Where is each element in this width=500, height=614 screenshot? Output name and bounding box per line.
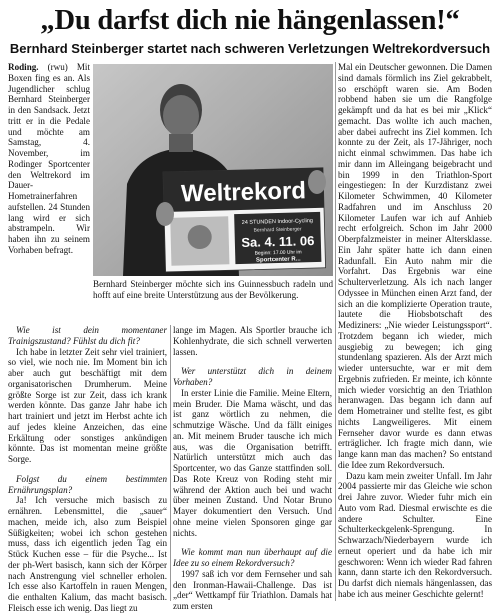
poster-line2: Bernhard Steinberger bbox=[253, 226, 302, 234]
poster-venue: Sportcenter R... bbox=[255, 256, 301, 264]
dateline: Roding. bbox=[8, 62, 39, 72]
article-column-2 bbox=[173, 325, 332, 612]
answer: Ich habe in letzter Zeit sehr viel trainiert, so viel, wie noch nie. Im Moment bin ich aber auch gut beschäftigt mit dem organisatorischen Drumherum. Meine größte Sorge ist zur Zeit, dass ich krank werden könnte. Das ganze Jahr habe ich hart trainiert und jetzt im Herbst achte ich auf jedes kleine Anzeichen, das eine Erkältung oder sonstiges ankündigen könnte. Das ist momentan meine größte Sorge. bbox=[8, 346, 167, 464]
answer-continued: Mal ein Deutscher gewonnen. Die Damen sind damals förmlich ins Ziel gekrabbelt, so erschöpft waren sie. Am Boden robbend haben sie um die Rangfolge gekämpft und da hat es bei mir „Klick“ gemacht. Das wollte ich auch machen, aber dabei aufrecht ins Ziel kommen. Ich konnte zu der Zeit, als 17-Jähriger, noch nicht einmal schwimmen. Das habe ich mir dann im Alleingang beigebracht und bin 1999 in den Triathlon-Sport eingestiegen: In der Kurzdistanz zwei Kilometer Schwimmen, 40 Kilometer Radfahren und im Anschluss 20 Kilometer Laufen war ich auf Anhieb recht erfolgreich. Schon im Jahr 2000 Oberpfalzmeister in meiner Altersklasse. Ein Jahr später hatte ich dann einen Radunfall. Ein Auto nahm mir die Vorfahrt. Das Ergebnis war eine Schulterverletzung. Als ich nach langer Odyssee in München einen Arzt fand, der sich an die komplizierte Operation traute, lautete die Hiobsbotschaft des Mediziners: „Nie wieder Leistungssport“. Trotzdem begann ich wieder, mich ausgiebig zu bewegen; ich ging stundenlang spazieren. Als der Arzt mich wieder untersuchte, war er mit dem Ergebnis zufrieden. Er meinte, ich könnte mich wieder vorsichtig an den Triathlon heranwagen. Das begann ich dann auf dem Hometrainer und stellte fest, es gibt nichts Langweiligeres. Mit einem Fernseher davor wurde es dann etwas erträglicher. Ich fragte mich dann, wie lange kann man das machen? So entstand die Idee zum Rekordversuch. bbox=[338, 62, 492, 470]
intro-paragraph bbox=[8, 62, 90, 256]
question: Wie ist dein momentaner Trainigszustand? Fühlst du dich fit? bbox=[8, 325, 167, 346]
headline: „Du darfst dich nie hängenlassen!“ bbox=[40, 5, 460, 36]
answer: 1997 saß ich vor dem Fernseher und sah den Ironman-Hawaii-Challenge. Das ist „der“ Wettkampf für Triathlon. Damals hat zum ersten bbox=[173, 568, 332, 611]
answer: Dazu kam mein zweiter Unfall. Im Jahr 2004 passierte mir das Gleiche wie schon drei Jahre zuvor. Wieder fuhr mich ein Auto vom Rad. Diesmal erwischte es die andere Schulter. Eine Schulterkeckgelenk-Sprengung. In Schwarzach/Niederbayern wurde ich erneut operiert und da habe ich mir geschworen: Wenn ich wieder Rad fahren kann, dann starte ich den Rekordversuch. Du darfst dich niemals hängenlassen, das habe ich aus meiner Geschichte gelernt! bbox=[338, 470, 492, 599]
column-rule bbox=[170, 325, 171, 601]
answer: Ja! Ich versuche mich basisch zu ernähren. Lebensmittel, die „sauer“ machen, meide ich, also zum Beispiel Süßigkeiten; wobei ich schon gestehen muss, dass ich eigentlich jeden Tag ein Stück Kuchen esse – für die Psyche... Ist der ph-Wert basisch, kann sich der Körper nach Anstrengung viel schneller erholen. Ich esse also Kartoffeln in rauen Mengen, die enthalten Kalium, das macht basisch. Fleisch esse ich wenig. Das liegt zu bbox=[8, 495, 167, 613]
article-column-1 bbox=[8, 325, 167, 614]
question: Wie kommt man nun überhaupt auf die Idee zu so einem Rekordversuch? bbox=[173, 547, 332, 568]
answer-continued: lange im Magen. Als Sportler brauche ich Kohlenhydrate, die sich schnell verwerten lassen. bbox=[173, 325, 332, 357]
photo-caption: Bernhard Steinberger möchte sich ins Guinnessbuch radeln und hofft auf eine breite Unterstützung aus der Bevölkerung. bbox=[93, 279, 333, 300]
poster-title: Weltrekord bbox=[180, 177, 307, 208]
question: Folgst du einem bestimmten Ernährungsplan? bbox=[8, 473, 167, 495]
byline: (rwu) bbox=[38, 62, 68, 72]
subline: Bernhard Steinberger startet nach schweren Verletzungen Weltrekordversuch bbox=[9, 41, 491, 56]
article-column-3 bbox=[338, 62, 492, 600]
intro-column bbox=[8, 62, 90, 256]
poster-date: Sa. 4. 11. 06 bbox=[241, 233, 315, 250]
photo bbox=[93, 64, 333, 276]
photo-image bbox=[93, 64, 333, 276]
intro-text: Mit Boxen fing es an. Als Jugendlicher schlug Bernhard Steinberger in den Sandsack. Jetzt tritt er in die Pedale und möchte am Samstag, 4. November, im Rodinger Sportcenter den Weltrekord im Dauer-Hometrainerfahren aufstellen. 24 Stunden lang wird er sich abstrampeln. Wir haben ihn zu seinem Vorhaben befragt. bbox=[8, 62, 90, 255]
poster-line1: 24 STUNDEN Indoor-Cycling bbox=[241, 218, 314, 226]
column-rule bbox=[335, 62, 336, 601]
poster-time: Beginn: 17.00 Uhr im bbox=[254, 249, 302, 257]
question: Wer unterstützt dich in deinem Vorhaben? bbox=[173, 366, 332, 387]
answer: In erster Linie die Familie. Meine Eltern, mein Bruder. Die Mama wäscht, und das ist ganz wörtlich zu nehmen, die schmutzige Wäsche. Und da fällt einiges an. Mit meinem Bruder tausche ich mich aus, was die Organisation betrifft. Natürlich unterstützt mich auch das Sportcenter, wo das Ganze stattfinden soll. Das Rote Kreuz von Roding steht mir während der Aktion auch bei und wacht über meinen Zustand. Und Notar Bruno Mayer dokumentiert den Versuch. Und ohne meine vielen Sponsoren ginge gar nichts. bbox=[173, 387, 332, 538]
